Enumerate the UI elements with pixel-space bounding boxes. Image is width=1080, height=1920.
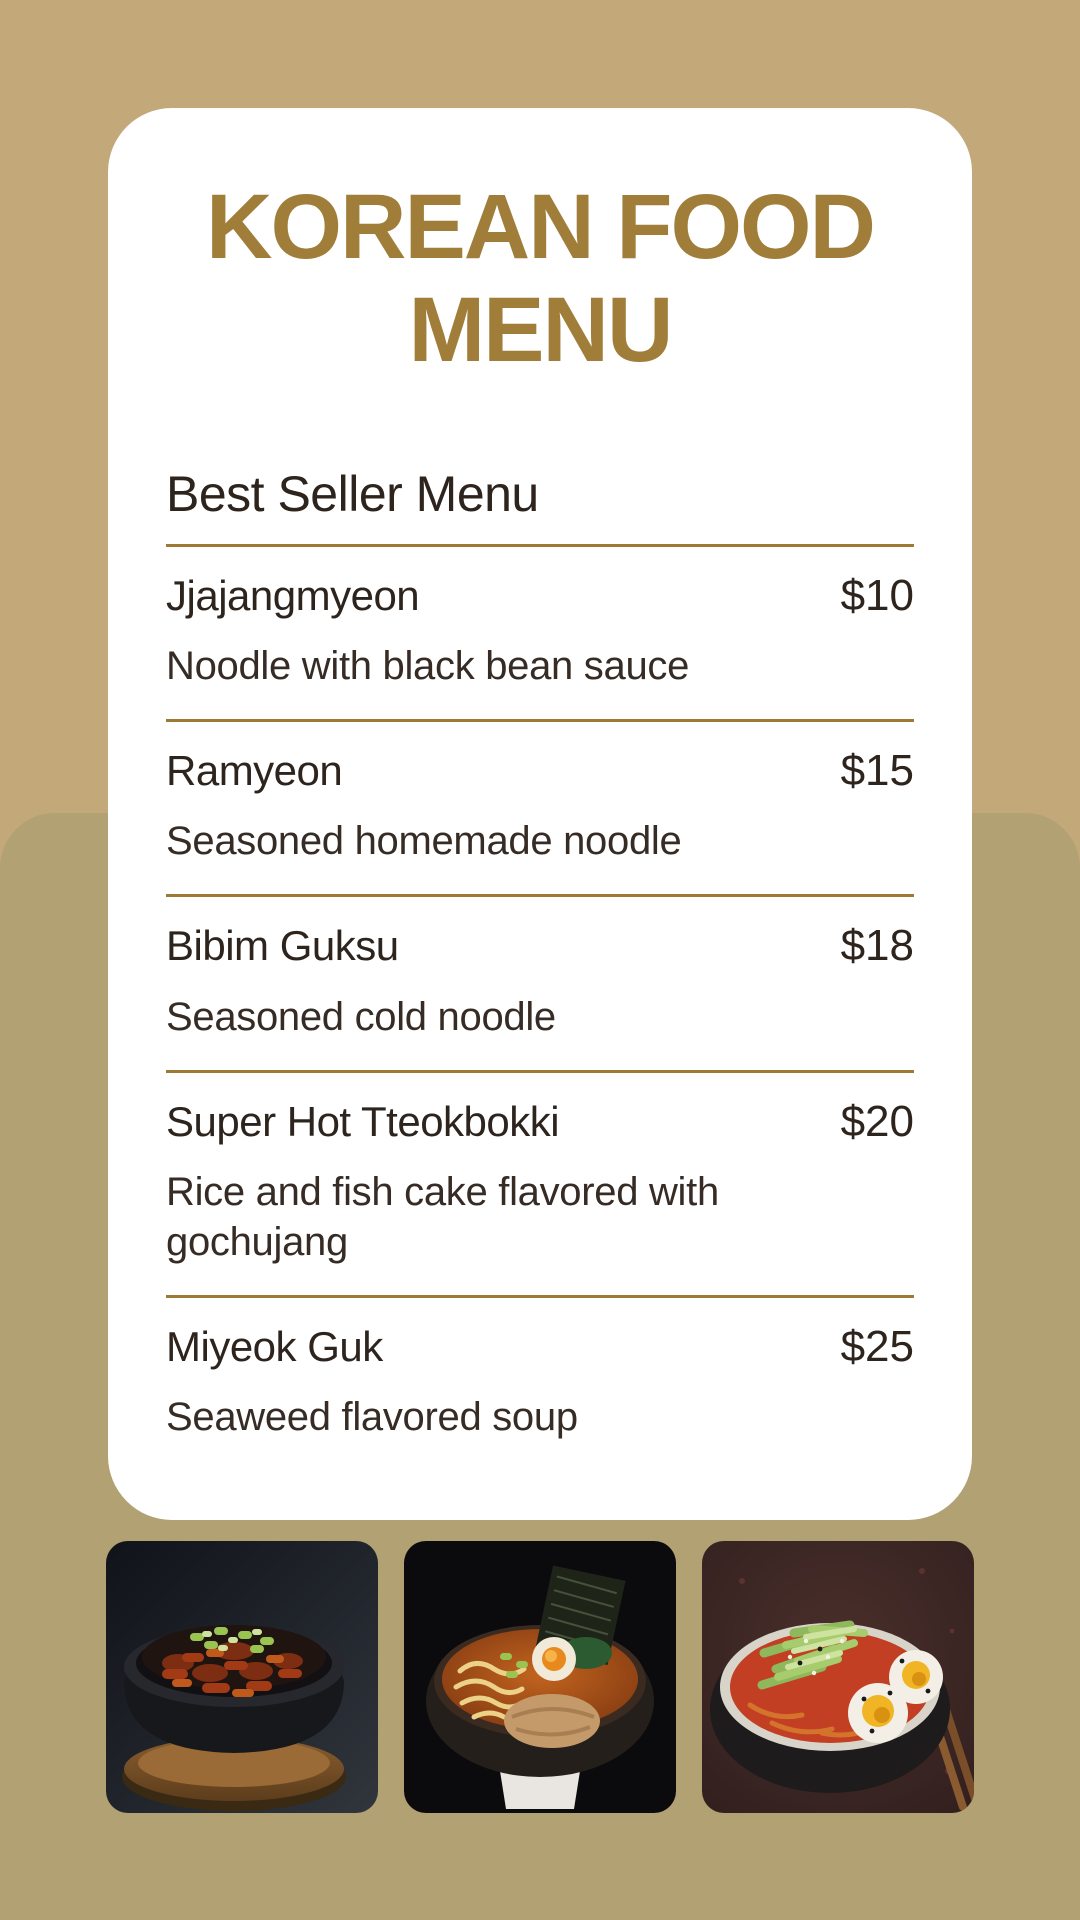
item-price: $18 xyxy=(840,921,914,971)
ramyeon-photo xyxy=(404,1541,676,1813)
item-name: Miyeok Guk xyxy=(166,1322,383,1370)
menu-item-miyeok-guk xyxy=(166,1295,914,1470)
jjajangmyeon-illustration xyxy=(106,1541,378,1813)
menu-item-tteokbokki xyxy=(166,1070,914,1295)
menu-item-jjajangmyeon xyxy=(166,544,914,719)
item-description: Seasoned homemade noodle xyxy=(166,819,682,864)
item-price: $15 xyxy=(840,746,914,796)
menu-list xyxy=(166,544,914,1470)
item-price: $25 xyxy=(840,1321,914,1371)
item-name: Bibim Guksu xyxy=(166,922,399,970)
section-title: Best Seller Menu xyxy=(166,466,539,523)
ramyeon-illustration xyxy=(404,1541,676,1813)
jjajangmyeon-photo xyxy=(106,1541,378,1813)
item-description: Rice and fish cake flavored with gochujang xyxy=(166,1169,719,1264)
item-description: Noodle with black bean sauce xyxy=(166,644,690,689)
menu-item-row xyxy=(166,1321,914,1371)
bibim-guksu-photo xyxy=(702,1541,974,1813)
menu-item-ramyeon xyxy=(166,719,914,894)
menu-item-row xyxy=(166,1096,914,1146)
item-price: $20 xyxy=(840,1096,914,1146)
menu-item-row xyxy=(166,573,914,619)
item-name: Ramyeon xyxy=(166,747,343,795)
item-name: Jjajangmyeon xyxy=(166,572,420,620)
item-description: Seaweed flavored soup xyxy=(166,1395,578,1439)
item-name: Super Hot Tteokbokki xyxy=(166,1097,560,1145)
menu-item-row xyxy=(166,923,914,969)
item-description: Seasoned cold noodle xyxy=(166,994,556,1039)
menu-item-row xyxy=(166,748,914,794)
menu-item-bibim-guksu xyxy=(166,894,914,1069)
item-price: $10 xyxy=(840,571,914,621)
menu-card xyxy=(108,108,972,1520)
photo-row xyxy=(106,1541,974,1813)
bibim-guksu-illustration xyxy=(702,1541,974,1813)
page-title: KOREAN FOOD MENU xyxy=(206,176,874,382)
